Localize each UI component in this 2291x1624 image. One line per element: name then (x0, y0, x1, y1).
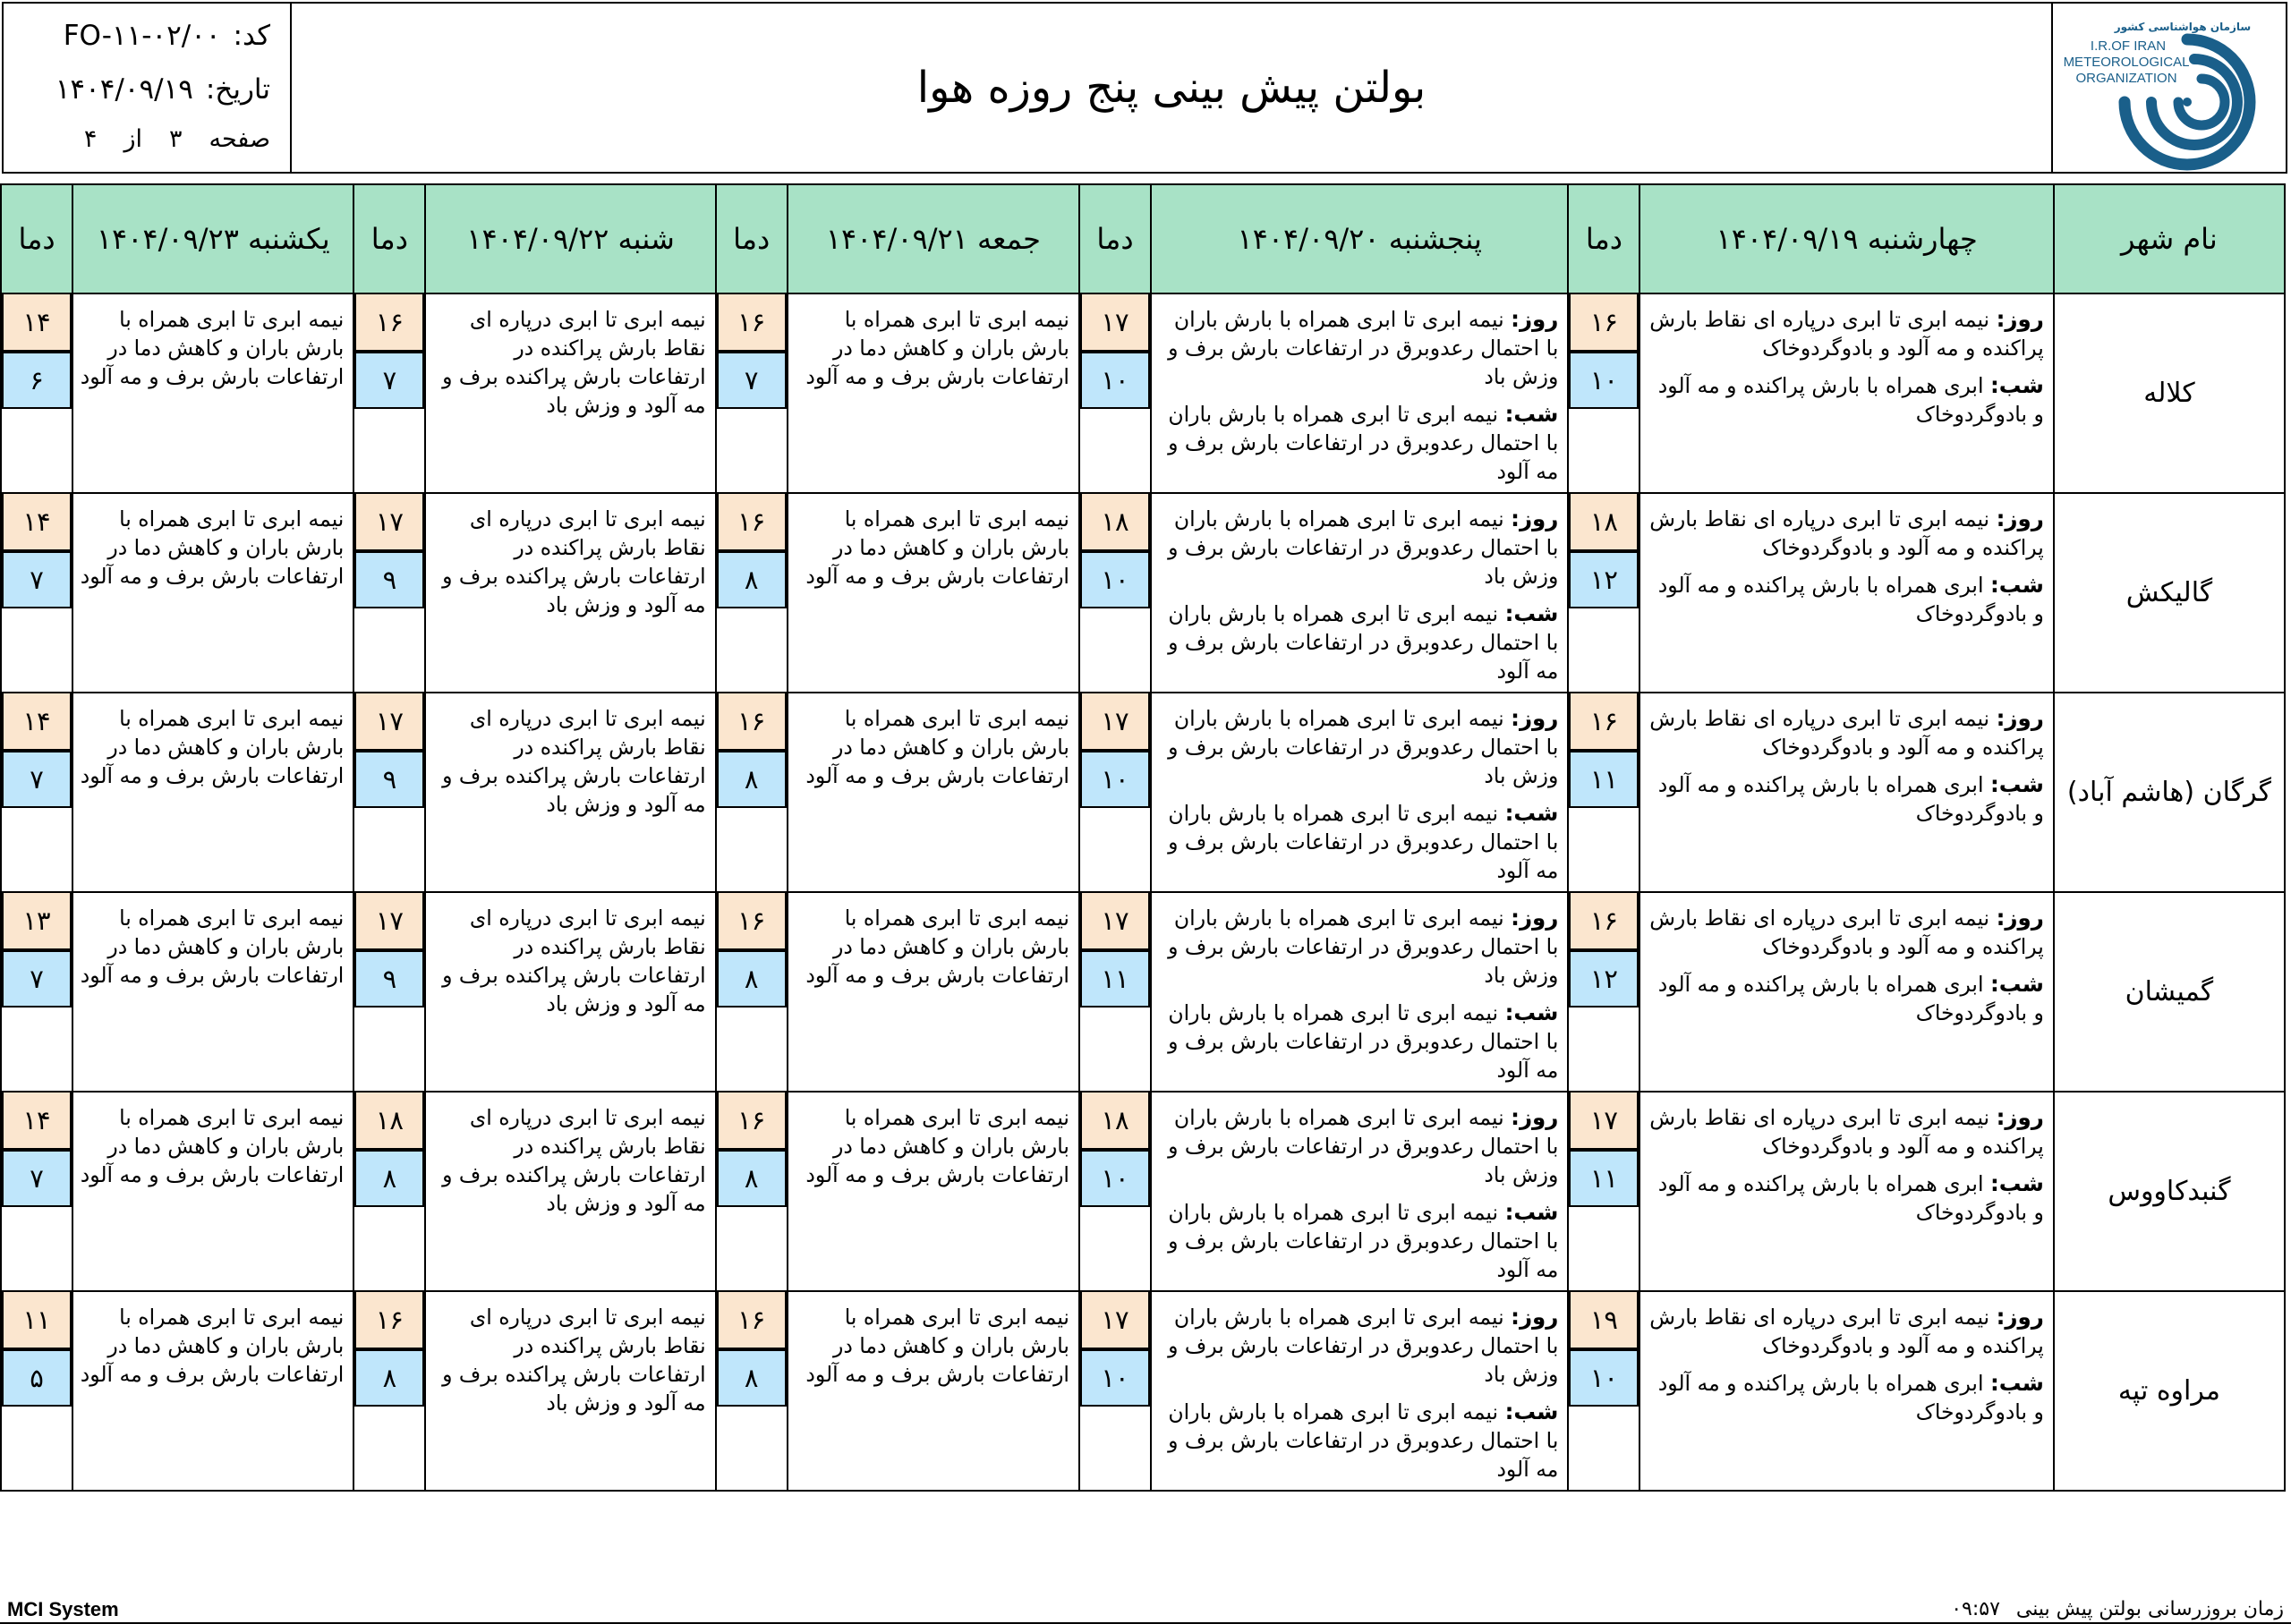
day-header-1: چهارشنبه ۱۴۰۴/۰۹/۱۹ (1639, 184, 2053, 293)
forecast-cell: نیمه ابری تا ابری همراه با بارش باران و کاهش دما در ارتفاعات بارش برف و مه آلود (788, 293, 1079, 493)
night-forecast (1157, 599, 1558, 685)
forecast-cell: نیمه ابری تا ابری همراه با بارش باران و کاهش دما در ارتفاعات بارش برف و مه آلود (788, 1092, 1079, 1291)
temp-header-1: دما (1568, 184, 1639, 293)
temperature-cell (716, 892, 788, 1092)
min-temperature: ۱۱ (1569, 1150, 1639, 1207)
min-temperature: ۱۰ (1080, 751, 1150, 808)
city-name: مراوه تپه (2054, 1291, 2285, 1491)
temperature-cell (1079, 892, 1151, 1092)
code-value: FO-۱۱-۰۲/۰۰ (63, 20, 221, 52)
forecast-cell: نیمه ابری تا ابری درپاره ای نقاط بارش پراکنده در ارتفاعات بارش پراکنده برف و مه آلود و وزش باد (425, 1291, 715, 1491)
night-forecast-label: شب: (1504, 600, 1559, 626)
day-forecast-label: روز: (1511, 905, 1559, 931)
temp-header-2: دما (1079, 184, 1151, 293)
temperature-cell (1568, 1092, 1639, 1291)
temperature-cell (1, 693, 72, 892)
min-temperature: ۷ (354, 352, 424, 409)
table-row (1, 693, 2285, 892)
day-forecast (1646, 1103, 2043, 1161)
min-temperature: ۱۰ (1080, 1349, 1150, 1407)
forecast-cell: نیمه ابری تا ابری همراه با بارش باران و کاهش دما در ارتفاعات بارش برف و مه آلود (788, 493, 1079, 693)
forecast-cell (1639, 892, 2053, 1092)
min-temperature: ۸ (717, 950, 787, 1008)
temperature-cell (353, 693, 425, 892)
forecast-cell (1151, 493, 1568, 693)
day-forecast-label: روز: (1511, 705, 1559, 731)
night-forecast-label: شب: (1989, 1170, 2044, 1196)
max-temperature: ۱۸ (1080, 494, 1150, 551)
forecast-cell (1639, 293, 2053, 493)
max-temperature: ۱۶ (1569, 693, 1639, 751)
max-temperature: ۱۶ (717, 693, 787, 751)
forecast-cell (1151, 1291, 1568, 1491)
code-row (64, 20, 270, 52)
day-forecast-text: نیمه ابری تا ابری همراه با بارش باران با احتمال رعدوبرق در ارتفاعات بارش برف و وزش باد (1168, 906, 1559, 988)
night-forecast-text: نیمه ابری تا ابری همراه با بارش باران با احتمال رعدوبرق در ارتفاعات بارش برف و مه آلود (1168, 801, 1559, 883)
day-header-3: جمعه ۱۴۰۴/۰۹/۲۱ (788, 184, 1079, 293)
page-label: صفحه (209, 125, 270, 153)
temperature-cell (1568, 892, 1639, 1092)
night-forecast (1646, 970, 2043, 1027)
max-temperature: ۱۸ (354, 1093, 424, 1150)
logo-text-en3: ORGANIZATION (2075, 71, 2177, 86)
table-header-row (1, 184, 2285, 293)
forecast-table (0, 183, 2286, 1492)
max-temperature: ۱۷ (1080, 893, 1150, 950)
table-row (1, 293, 2285, 493)
max-temperature: ۱۴ (2, 693, 72, 751)
min-temperature: ۸ (717, 551, 787, 608)
day-forecast-text: نیمه ابری تا ابری همراه با بارش باران با احتمال رعدوبرق در ارتفاعات بارش برف و وزش باد (1168, 1305, 1559, 1387)
day-forecast-text: نیمه ابری تا ابری همراه با بارش باران با احتمال رعدوبرق در ارتفاعات بارش برف و وزش باد (1168, 307, 1559, 389)
max-temperature: ۱۷ (1569, 1093, 1639, 1150)
night-forecast-text: نیمه ابری تا ابری همراه با بارش باران با احتمال رعدوبرق در ارتفاعات بارش برف و مه آلود (1168, 402, 1559, 484)
temp-header-3: دما (716, 184, 788, 293)
temperature-cell (353, 293, 425, 493)
day-forecast-text: نیمه ابری تا ابری درپاره ای نقاط بارش پراکنده و مه آلود و بادوگردوخاک (1649, 307, 2044, 361)
temperature-cell (1568, 1291, 1639, 1491)
max-temperature: ۱۷ (354, 893, 424, 950)
min-temperature: ۷ (2, 950, 72, 1008)
day-forecast-label: روز: (1511, 506, 1559, 531)
day-header-2: پنجشنبه ۱۴۰۴/۰۹/۲۰ (1151, 184, 1568, 293)
day-forecast-text: نیمه ابری تا ابری همراه با بارش باران با احتمال رعدوبرق در ارتفاعات بارش برف و وزش باد (1168, 706, 1559, 788)
min-temperature: ۱۱ (1080, 950, 1150, 1008)
temperature-cell (1568, 493, 1639, 693)
min-temperature: ۸ (717, 751, 787, 808)
forecast-cell (1639, 1092, 2053, 1291)
temperature-cell (353, 892, 425, 1092)
temperature-cell (1568, 293, 1639, 493)
min-temperature: ۸ (354, 1150, 424, 1207)
max-temperature: ۱۷ (1080, 294, 1150, 352)
temperature-cell (716, 1092, 788, 1291)
page-of: از (123, 125, 142, 153)
night-forecast-text: ابری همراه با بارش پراکنده و مه آلود و بادوگردوخاک (1657, 772, 2044, 826)
city-name: گنبدکاووس (2054, 1092, 2285, 1291)
meteorological-organization-logo (2051, 4, 2286, 172)
day-forecast-label: روز: (1996, 705, 2044, 731)
day-forecast-label: روز: (1511, 306, 1559, 332)
forecast-cell (1151, 293, 1568, 493)
day-forecast-text: نیمه ابری تا ابری درپاره ای نقاط بارش پراکنده و مه آلود و بادوگردوخاک (1649, 906, 2044, 959)
max-temperature: ۱۶ (717, 1292, 787, 1349)
city-column-header: نام شهر (2054, 184, 2285, 293)
night-forecast-text: نیمه ابری تا ابری همراه با بارش باران با احتمال رعدوبرق در ارتفاعات بارش برف و مه آلود (1168, 1399, 1559, 1482)
night-forecast (1157, 400, 1558, 486)
day-forecast-label: روز: (1996, 506, 2044, 531)
temperature-cell (353, 1092, 425, 1291)
max-temperature: ۱۷ (1080, 1292, 1150, 1349)
temperature-cell (716, 1291, 788, 1491)
temperature-cell (1, 1291, 72, 1491)
date-row (55, 73, 270, 106)
min-temperature: ۸ (354, 1349, 424, 1407)
page-current: ۳ (168, 125, 183, 153)
min-temperature: ۱۰ (1080, 352, 1150, 409)
table-row (1, 493, 2285, 693)
day-forecast-label: روز: (1996, 1304, 2044, 1330)
date-value: ۱۴۰۴/۰۹/۱۹ (55, 73, 193, 106)
system-name: MCI System (7, 1598, 119, 1620)
day-forecast (1157, 305, 1558, 391)
temperature-cell (716, 293, 788, 493)
bulletin-header (2, 2, 2287, 174)
night-forecast (1157, 999, 1558, 1084)
day-header-5: یکشنبه ۱۴۰۴/۰۹/۲۳ (72, 184, 353, 293)
min-temperature: ۷ (2, 751, 72, 808)
night-forecast-label: شب: (1989, 572, 2044, 598)
min-temperature: ۷ (717, 352, 787, 409)
update-info (1951, 1598, 2284, 1620)
temperature-cell (1079, 693, 1151, 892)
min-temperature: ۱۰ (1080, 551, 1150, 608)
max-temperature: ۱۸ (1080, 1093, 1150, 1150)
temp-header-4: دما (353, 184, 425, 293)
forecast-cell: نیمه ابری تا ابری درپاره ای نقاط بارش پراکنده در ارتفاعات بارش پراکنده برف و مه آلود و وزش باد (425, 493, 715, 693)
max-temperature: ۱۶ (354, 1292, 424, 1349)
max-temperature: ۱۷ (354, 494, 424, 551)
max-temperature: ۱۳ (2, 893, 72, 950)
night-forecast (1157, 1398, 1558, 1484)
night-forecast (1646, 1369, 2043, 1426)
logo-text-fa: سازمان هواشناسی کشور (2114, 21, 2252, 33)
max-temperature: ۱۶ (717, 294, 787, 352)
max-temperature: ۱۱ (2, 1292, 72, 1349)
document-meta (4, 4, 292, 172)
day-forecast (1646, 904, 2043, 961)
night-forecast-text: ابری همراه با بارش پراکنده و مه آلود و بادوگردوخاک (1657, 972, 2044, 1025)
temperature-cell (716, 693, 788, 892)
forecast-cell (1151, 1092, 1568, 1291)
forecast-cell (1639, 1291, 2053, 1491)
night-forecast-label: شب: (1989, 971, 2044, 997)
min-temperature: ۶ (2, 352, 72, 409)
temperature-cell (716, 493, 788, 693)
forecast-cell: نیمه ابری تا ابری همراه با بارش باران و کاهش دما در ارتفاعات بارش برف و مه آلود (72, 293, 353, 493)
forecast-cell: نیمه ابری تا ابری همراه با بارش باران و کاهش دما در ارتفاعات بارش برف و مه آلود (788, 892, 1079, 1092)
max-temperature: ۱۶ (717, 1093, 787, 1150)
temperature-cell (1, 892, 72, 1092)
forecast-cell: نیمه ابری تا ابری همراه با بارش باران و کاهش دما در ارتفاعات بارش برف و مه آلود (788, 1291, 1079, 1491)
table-row (1, 892, 2285, 1092)
min-temperature: ۸ (717, 1349, 787, 1407)
night-forecast (1646, 1169, 2043, 1227)
day-forecast-text: نیمه ابری تا ابری همراه با بارش باران با احتمال رعدوبرق در ارتفاعات بارش برف و وزش باد (1168, 506, 1559, 589)
temperature-cell (1, 493, 72, 693)
code-label: کد: (233, 20, 270, 52)
city-name: گالیکش (2054, 493, 2285, 693)
max-temperature: ۱۶ (717, 494, 787, 551)
night-forecast (1157, 799, 1558, 885)
day-forecast (1646, 704, 2043, 761)
night-forecast (1646, 770, 2043, 828)
day-forecast-text: نیمه ابری تا ابری درپاره ای نقاط بارش پراکنده و مه آلود و بادوگردوخاک (1649, 1305, 2044, 1358)
temperature-cell (1079, 1092, 1151, 1291)
min-temperature: ۱۰ (1080, 1150, 1150, 1207)
max-temperature: ۱۹ (1569, 1292, 1639, 1349)
table-row (1, 1291, 2285, 1491)
temperature-cell (1568, 693, 1639, 892)
page-footer (0, 1592, 2291, 1624)
forecast-cell: نیمه ابری تا ابری درپاره ای نقاط بارش پراکنده در ارتفاعات بارش پراکنده برف و مه آلود و وزش باد (425, 892, 715, 1092)
city-name: گمیشان (2054, 892, 2285, 1092)
max-temperature: ۱۸ (1569, 494, 1639, 551)
max-temperature: ۱۴ (2, 494, 72, 551)
forecast-cell: نیمه ابری تا ابری همراه با بارش باران و کاهش دما در ارتفاعات بارش برف و مه آلود (788, 693, 1079, 892)
forecast-cell: نیمه ابری تا ابری درپاره ای نقاط بارش پراکنده در ارتفاعات بارش پراکنده برف و مه آلود و وزش باد (425, 293, 715, 493)
day-header-4: شنبه ۱۴۰۴/۰۹/۲۲ (425, 184, 715, 293)
page-row (84, 125, 270, 153)
max-temperature: ۱۴ (2, 294, 72, 352)
temperature-cell (1079, 293, 1151, 493)
max-temperature: ۱۷ (354, 693, 424, 751)
page-total: ۴ (83, 125, 98, 153)
forecast-rows (1, 293, 2285, 1491)
night-forecast-text: نیمه ابری تا ابری همراه با بارش باران با احتمال رعدوبرق در ارتفاعات بارش برف و مه آلود (1168, 1200, 1559, 1282)
min-temperature: ۹ (354, 751, 424, 808)
night-forecast-text: ابری همراه با بارش پراکنده و مه آلود و بادوگردوخاک (1657, 573, 2044, 626)
max-temperature: ۱۶ (1569, 294, 1639, 352)
temp-header-5: دما (1, 184, 72, 293)
day-forecast (1646, 305, 2043, 362)
day-forecast-label: روز: (1511, 1304, 1559, 1330)
forecast-cell (1639, 693, 2053, 892)
day-forecast-text: نیمه ابری تا ابری درپاره ای نقاط بارش پراکنده و مه آلود و بادوگردوخاک (1649, 1105, 2044, 1159)
night-forecast-label: شب: (1989, 1370, 2044, 1396)
min-temperature: ۹ (354, 950, 424, 1008)
night-forecast-label: شب: (1504, 800, 1559, 826)
forecast-cell: نیمه ابری تا ابری همراه با بارش باران و کاهش دما در ارتفاعات بارش برف و مه آلود (72, 493, 353, 693)
night-forecast-text: ابری همراه با بارش پراکنده و مه آلود و بادوگردوخاک (1657, 1371, 2044, 1424)
temperature-cell (1079, 1291, 1151, 1491)
night-forecast-label: شب: (1504, 1199, 1559, 1225)
night-forecast (1157, 1198, 1558, 1284)
temperature-cell (1, 1092, 72, 1291)
forecast-cell: نیمه ابری تا ابری همراه با بارش باران و کاهش دما در ارتفاعات بارش برف و مه آلود (72, 1092, 353, 1291)
day-forecast-label: روز: (1996, 905, 2044, 931)
max-temperature: ۱۷ (1080, 693, 1150, 751)
day-forecast-label: روز: (1996, 1104, 2044, 1130)
day-forecast-text: نیمه ابری تا ابری همراه با بارش باران با احتمال رعدوبرق در ارتفاعات بارش برف و وزش باد (1168, 1105, 1559, 1187)
forecast-cell (1151, 892, 1568, 1092)
max-temperature: ۱۶ (354, 294, 424, 352)
min-temperature: ۱۰ (1569, 1349, 1639, 1407)
min-temperature: ۷ (2, 1150, 72, 1207)
temperature-cell (1079, 493, 1151, 693)
night-forecast-text: ابری همراه با بارش پراکنده و مه آلود و بادوگردوخاک (1657, 1171, 2044, 1225)
night-forecast-text: ابری همراه با بارش پراکنده و مه آلود و بادوگردوخاک (1657, 373, 2044, 427)
city-name: گرگان (هاشم آباد) (2054, 693, 2285, 892)
max-temperature: ۱۶ (717, 893, 787, 950)
night-forecast-label: شب: (1504, 999, 1559, 1025)
day-forecast (1157, 704, 1558, 790)
forecast-cell: نیمه ابری تا ابری همراه با بارش باران و کاهش دما در ارتفاعات بارش برف و مه آلود (72, 693, 353, 892)
night-forecast-label: شب: (1989, 372, 2044, 398)
day-forecast-label: روز: (1511, 1104, 1559, 1130)
day-forecast-label: روز: (1996, 306, 2044, 332)
max-temperature: ۱۶ (1569, 893, 1639, 950)
night-forecast (1646, 371, 2043, 429)
night-forecast-text: نیمه ابری تا ابری همراه با بارش باران با احتمال رعدوبرق در ارتفاعات بارش برف و مه آلود (1168, 1000, 1559, 1083)
temperature-cell (353, 493, 425, 693)
update-time: ۰۹:۵۷ (1951, 1598, 2000, 1620)
logo-emblem-icon (2053, 4, 2284, 172)
update-label: زمان بروزرسانی بولتن پیش بینی (2015, 1598, 2284, 1620)
city-name: کلاله (2054, 293, 2285, 493)
day-forecast-text: نیمه ابری تا ابری درپاره ای نقاط بارش پراکنده و مه آلود و بادوگردوخاک (1649, 506, 2044, 560)
day-forecast (1157, 1303, 1558, 1389)
page-title: بولتن پیش بینی پنج روزه هوا (916, 63, 1427, 113)
min-temperature: ۱۰ (1569, 352, 1639, 409)
min-temperature: ۱۲ (1569, 551, 1639, 608)
min-temperature: ۱۲ (1569, 950, 1639, 1008)
day-forecast (1646, 1303, 2043, 1360)
min-temperature: ۵ (2, 1349, 72, 1407)
max-temperature: ۱۴ (2, 1093, 72, 1150)
forecast-cell: نیمه ابری تا ابری همراه با بارش باران و کاهش دما در ارتفاعات بارش برف و مه آلود (72, 892, 353, 1092)
night-forecast-label: شب: (1504, 1399, 1559, 1424)
min-temperature: ۹ (354, 551, 424, 608)
temperature-cell (1, 293, 72, 493)
min-temperature: ۱۱ (1569, 751, 1639, 808)
date-label: تاریخ: (205, 73, 270, 106)
day-forecast-text: نیمه ابری تا ابری درپاره ای نقاط بارش پراکنده و مه آلود و بادوگردوخاک (1649, 706, 2044, 760)
day-forecast (1646, 505, 2043, 562)
night-forecast-text: نیمه ابری تا ابری همراه با بارش باران با احتمال رعدوبرق در ارتفاعات بارش برف و مه آلود (1168, 601, 1559, 684)
logo-text-en2: METEOROLOGICAL (2063, 55, 2190, 70)
forecast-cell (1639, 493, 2053, 693)
night-forecast-label: شب: (1989, 771, 2044, 797)
day-forecast (1157, 1103, 1558, 1189)
logo-text-en1: I.R.OF IRAN (2090, 38, 2167, 54)
min-temperature: ۸ (717, 1150, 787, 1207)
table-row (1, 1092, 2285, 1291)
night-forecast (1646, 571, 2043, 628)
day-forecast (1157, 505, 1558, 591)
min-temperature: ۷ (2, 551, 72, 608)
forecast-cell: نیمه ابری تا ابری همراه با بارش باران و کاهش دما در ارتفاعات بارش برف و مه آلود (72, 1291, 353, 1491)
forecast-cell: نیمه ابری تا ابری درپاره ای نقاط بارش پراکنده در ارتفاعات بارش پراکنده برف و مه آلود و وزش باد (425, 1092, 715, 1291)
day-forecast (1157, 904, 1558, 990)
night-forecast-label: شب: (1504, 401, 1559, 427)
forecast-cell: نیمه ابری تا ابری درپاره ای نقاط بارش پراکنده در ارتفاعات بارش پراکنده برف و مه آلود و وزش باد (425, 693, 715, 892)
temperature-cell (353, 1291, 425, 1491)
forecast-cell (1151, 693, 1568, 892)
